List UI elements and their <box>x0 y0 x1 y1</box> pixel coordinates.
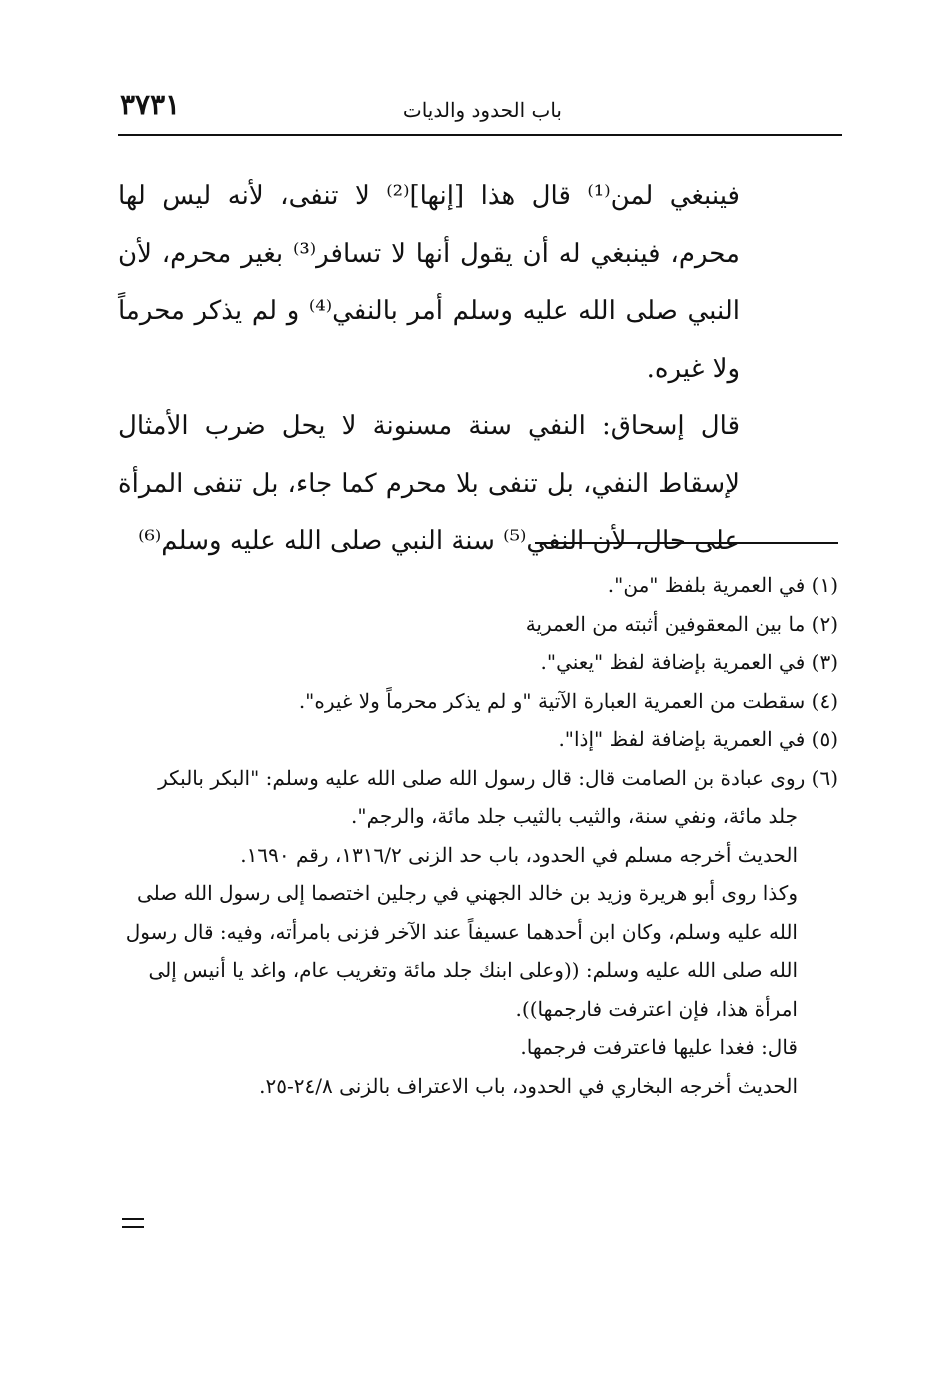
footnote-2: (٢) ما بين المعقوفين أثبته من العمرية <box>525 611 838 636</box>
footnote-6-continuation: جلد مائة، ونفي سنة، والثيب بالثيب جلد مائة، والرجم". <box>351 804 798 828</box>
footnote-1: (١) في العمرية بلفظ "من". <box>607 573 838 597</box>
footnote-4: (٤) سقطت من العمرية العبارة الآتية "و لم يذكر محرماً ولا غيره". <box>298 688 838 713</box>
footnote-6: (٦) روى عبادة بن الصامت قال: قال رسول الله صلى الله عليه وسلم: "البكر بالبكر <box>158 765 838 790</box>
footnote-6-second-hadith: وكذا روى أبو هريرة وزيد بن خالد الجهني في رجلين اختصما إلى رسول الله صلى الله عليه وسلم، وكان ابن أحدهما عسيفاً عند الآخر فزنى بامرأته، وفيه: قال رسول الله صلى الله عليه وسلم: ((وعلى ابنك جلد مائة وتغريب عام، واغد يا أنيس إلى امرأة هذا، فإن اعترفت فارجمها)). <box>125 881 798 1021</box>
main-text <box>118 168 740 571</box>
main-paragraph-2: قال إسحاق: النفي سنة مسنونة لا يحل ضرب الأمثال لإسقاط النفي، بل تنفى بلا محرم كما جاء، بل تنفى المرأة على حال، لأن النفي⁽⁵⁾ سنة النبي صلى الله عليه وسلم⁽⁶⁾ <box>118 411 740 556</box>
footnotes <box>122 566 838 1105</box>
page-number: ٣٧٣١ <box>120 88 181 121</box>
main-paragraph-1: فينبغي لمن⁽¹⁾ قال هذا [إنها]⁽²⁾ لا تنفى، لأنه ليس لها محرم، فينبغي له أن يقول أنها لا تسافر⁽³⁾ بغير محرم، لأن النبي صلى الله عليه وسلم أمر بالنفي⁽⁴⁾ و لم يذكر محرماً ولا غيره. <box>118 181 740 384</box>
end-mark <box>122 1218 144 1228</box>
footnote-separator <box>535 542 838 544</box>
footnote-6-source-bukhari: الحديث أخرجه البخاري في الحدود، باب الاعتراف بالزنى ٢٤/٨-٢٥. <box>259 1073 798 1098</box>
chapter-title: باب الحدود والديات <box>402 98 562 122</box>
page-header <box>118 88 842 132</box>
footnote-3: (٣) في العمرية بإضافة لفظ "يعني". <box>540 650 838 674</box>
footnote-6-outcome: قال: فغدا عليها فاعترفت فرجمها. <box>520 1035 798 1059</box>
footnote-5: (٥) في العمرية بإضافة لفظ "إذا". <box>558 727 838 751</box>
header-rule <box>118 134 842 136</box>
footnote-6-source-muslim: الحديث أخرجه مسلم في الحدود، باب حد الزنى ١٣١٦/٢، رقم ١٦٩٠. <box>240 842 798 867</box>
